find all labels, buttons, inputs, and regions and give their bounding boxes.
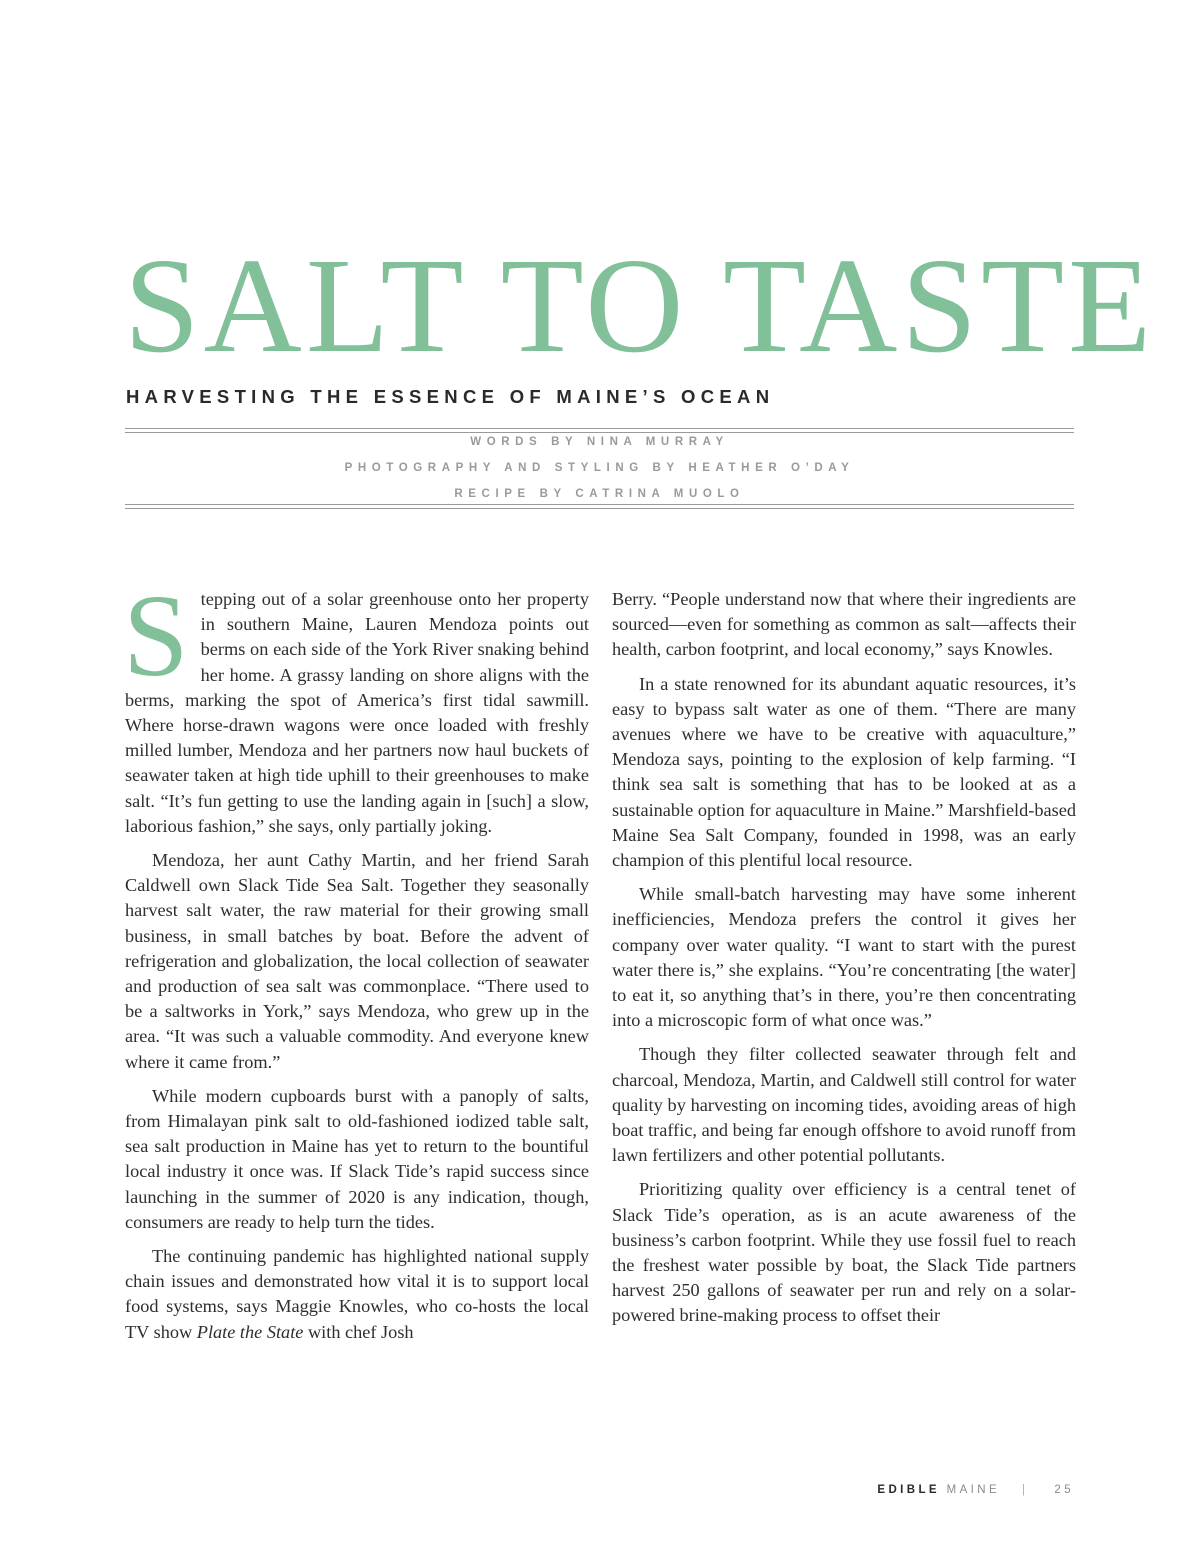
paragraph [125,1244,589,1345]
paragraph-text: tepping out of a solar greenhouse onto her property in southern Maine, Lauren Mendoza points out berms on each side of the York River snaking behind her home. A grassy landing on shore aligns with the berms, marking the spot of America’s first tidal sawmill. Where horse-drawn wagons were once loaded with freshly milled lumber, Mendoza and her partners now haul buckets of seawater taken at high tide uphill to their greenhouses to make salt. “It’s fun getting to use the landing again in [such] a slow, laborious fashion,” she says, only partially joking. [125,589,589,836]
credits-block [125,431,1074,509]
paragraph: While modern cupboards burst with a panoply of salts, from Himalayan pink salt to old-fashioned iodized table salt, sea salt production in Maine has yet to return to the bountiful local industry it once was. If Slack Tide’s rapid success since launching in the summer of 2020 is any indication, though, consumers are ready to help turn the tides. [125,1085,589,1232]
paragraph: While small-batch harvesting may have some inherent inefficiencies, Mendoza prefers the control it gives her company over water quality. “I want to start with the purest water there is,” she explains. “You’re concentrating [the water] to eat it, so anything that’s in there, you’re then concentrating into a microscopic form of what once was.” [612,884,1076,1031]
right-column [612,587,1076,1338]
page-footer [877,1484,1074,1496]
article-subtitle: HARVESTING THE ESSENCE OF MAINE’S OCEAN [126,386,775,407]
page-number: 25 [1054,1484,1074,1496]
paragraph: Though they filter collected seawater through felt and charcoal, Mendoza, Martin, and Caldwell still control for water quality by harvesting on incoming tides, avoiding areas of high boat traffic, and being far enough offshore to avoid runoff from lawn fertilizers and other potential pollutants. [612,1044,1076,1166]
left-column [123,570,589,1354]
paragraph-text: The continuing pandemic has highlighted national supply chain issues and demonstrated how vital it is to support local food systems, says Maggie Knowles, who co-hosts the local TV show [125,1246,589,1342]
credit-words: WORDS BY NINA MURRAY [470,436,729,448]
footer-separator: | [1022,1484,1029,1496]
paragraph: In a state renowned for its abundant aquatic resources, it’s easy to bypass salt water as one of them. “There are many avenues where we have to be creative with aquaculture,” Mendoza says, pointing to the explosion of kelp farming. “I think sea salt is something that has to be looked at as a sustainable option for aquaculture in Maine.” Marshfield-based Maine Sea Salt Company, founded in 1998, was an early champion of this plentiful local resource. [612,673,1076,871]
show-title: Plate the State [196,1321,304,1342]
paragraph: Prioritizing quality over efficiency is a central tenet of Slack Tide’s operation, as is an acute awareness of the business’s carbon footprint. While they use fossil fuel to reach the freshest water possible by boat, the Slack Tide partners harvest 250 gallons of seawater per run and rely on a solar-powered brine-making process to offset their [612,1179,1076,1326]
drop-cap: S [123,570,189,701]
footer-brand: EDIBLE [877,1484,940,1496]
credit-photography: PHOTOGRAPHY AND STYLING BY HEATHER O’DAY [344,462,855,474]
footer-region: MAINE [946,1484,1001,1496]
paragraph [123,570,589,839]
paragraph: Mendoza, her aunt Cathy Martin, and her friend Sarah Caldwell own Slack Tide Sea Salt. Together they seasonally harvest salt water, the raw material for their growing small business, in small batches by boat. Before the advent of refrigeration and globalization, the local collection of seawater and production of sea salt was commonplace. “There used to be a saltworks in York,” says Mendoza, who grew up in the area. “It was such a valuable commodity. And everyone knew where it came from.” [125,850,589,1072]
paragraph: Berry. “People understand now that where their ingredients are sourced—even for something as common as salt—affects their health, carbon footprint, and local economy,” says Knowles. [612,589,1076,660]
article-title: SALT TO TASTE [124,231,1156,381]
credits-bottom-rule [125,504,1074,509]
credit-recipe: RECIPE BY CATRINA MUOLO [454,488,745,500]
paragraph-text: with chef Josh [303,1321,414,1342]
